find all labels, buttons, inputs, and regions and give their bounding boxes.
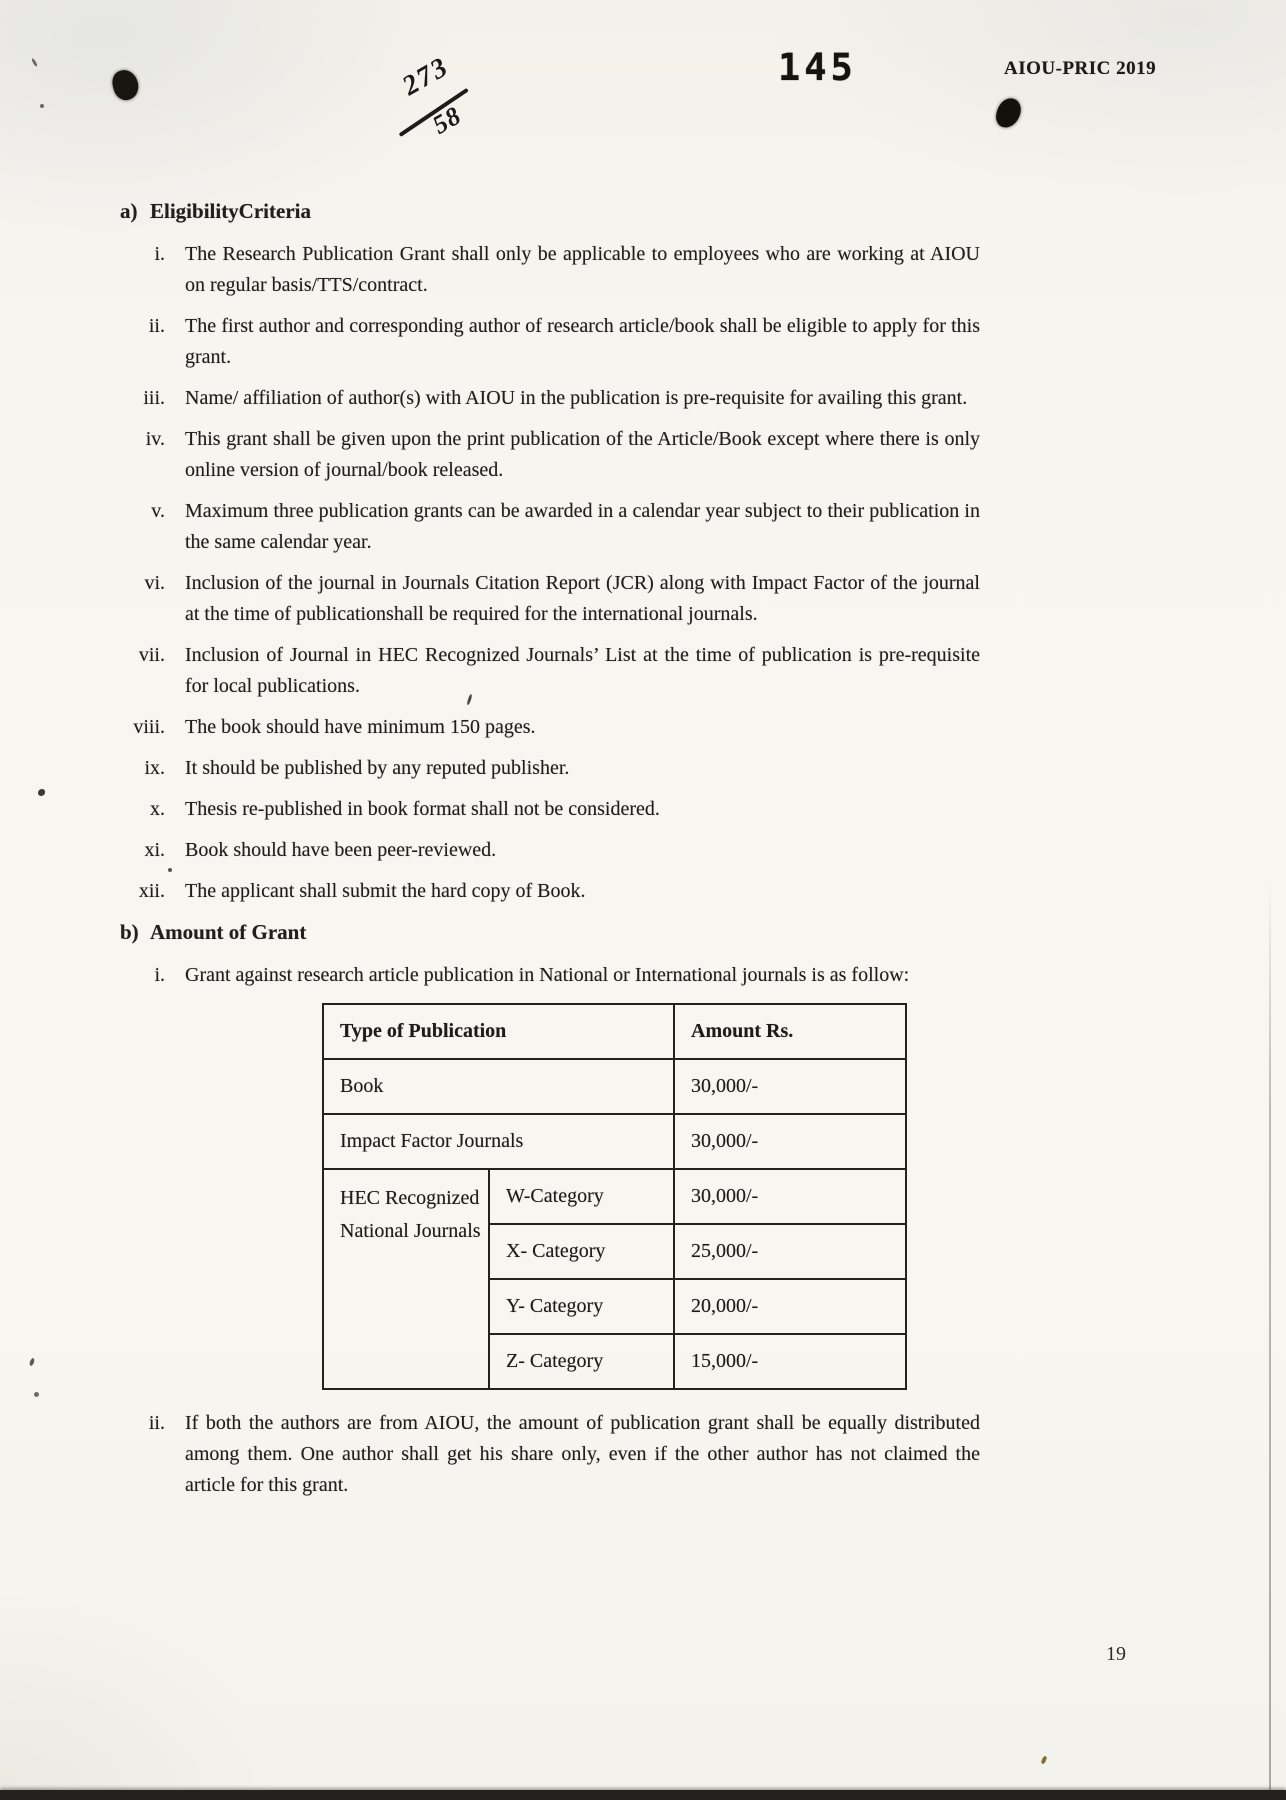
item-number: xii. <box>138 880 165 902</box>
item-number: iii. <box>143 387 165 409</box>
table-row <box>323 1059 906 1114</box>
handwritten-numerator: 273 <box>397 51 455 102</box>
item-text: It should be published by any reputed publisher. <box>185 757 570 779</box>
list-item <box>120 1408 1000 1501</box>
list-item <box>120 794 1000 825</box>
item-text: Inclusion of the journal in Journals Citation Report (JCR) along with Impact Factor of the journal at the time of publicationshall be required for the international journals. <box>185 572 980 625</box>
margin-pen-mark <box>31 58 38 67</box>
item-text: Thesis re-published in book format shall not be considered. <box>185 798 660 820</box>
item-number: viii. <box>133 716 165 738</box>
item-number: iv. <box>145 428 165 450</box>
grant-amount-table <box>322 1003 907 1390</box>
category-cell: Y- Category <box>489 1279 674 1334</box>
item-text: Grant against research article publication in National or International journals is as follow: <box>185 964 910 986</box>
item-number: ii. <box>148 315 165 337</box>
item-text: The book should have minimum 150 pages. <box>185 716 536 738</box>
scan-edge-line <box>1269 880 1271 1792</box>
item-number: xi. <box>144 839 165 861</box>
table-row <box>323 1169 906 1224</box>
list-item <box>120 311 1000 373</box>
item-text: The Research Publication Grant shall only be applicable to employees who are working at AIOU on regular basis/TTS/contract. <box>185 243 980 296</box>
publication-group-cell: HEC Recognized National Journals <box>323 1169 489 1389</box>
list-item <box>120 424 1000 486</box>
ink-speck <box>38 789 45 796</box>
item-number: ii. <box>148 1412 165 1434</box>
scan-edge-band <box>0 1790 1286 1800</box>
item-text: Maximum three publication grants can be awarded in a calendar year subject to their publication in the same calendar year. <box>185 500 980 553</box>
list-item <box>120 640 1000 702</box>
column-header-type: Type of Publication <box>323 1004 674 1059</box>
margin-pen-mark <box>40 104 44 108</box>
publication-type-cell: Book <box>323 1059 674 1114</box>
handwritten-denominator: 58 <box>427 100 467 140</box>
list-item <box>120 496 1000 558</box>
list-item <box>120 876 1000 907</box>
table-header-row <box>323 1004 906 1059</box>
item-text: Name/ affiliation of author(s) with AIOU in the publication is pre-requisite for availing this grant. <box>185 387 968 409</box>
punch-hole-artifact-left <box>110 67 142 102</box>
list-item <box>120 383 1000 414</box>
item-text: If both the authors are from AIOU, the amount of publication grant shall be equally distributed among them. One author shall get his share only, even if the other author has not claimed the article for this grant. <box>185 1412 980 1496</box>
item-number: i. <box>154 243 165 265</box>
category-cell: W-Category <box>489 1169 674 1224</box>
publication-type-cell: Impact Factor Journals <box>323 1114 674 1169</box>
handwritten-fraction <box>387 51 493 152</box>
item-text: This grant shall be given upon the print publication of the Article/Book except where there is only online version of journal/book released. <box>185 428 980 481</box>
list-item <box>120 753 1000 784</box>
item-number: vii. <box>138 644 165 666</box>
list-item <box>120 960 1000 991</box>
document-reference: AIOU-PRIC 2019 <box>1004 58 1157 79</box>
margin-pen-mark <box>34 1392 39 1397</box>
amount-cell: 30,000/- <box>674 1114 906 1169</box>
category-cell: X- Category <box>489 1224 674 1279</box>
punch-hole-artifact-right <box>993 95 1023 130</box>
page-stamp-number: 145 <box>778 46 857 89</box>
item-text: Book should have been peer-reviewed. <box>185 839 497 861</box>
page-number: 19 <box>1106 1643 1126 1665</box>
amount-cell: 20,000/- <box>674 1279 906 1334</box>
section-b-heading <box>120 917 1000 948</box>
amount-cell: 15,000/- <box>674 1334 906 1389</box>
ink-speck <box>1040 1756 1047 1765</box>
table-row <box>323 1114 906 1169</box>
item-text: The applicant shall submit the hard copy of Book. <box>185 880 586 902</box>
amount-cell: 25,000/- <box>674 1224 906 1279</box>
list-item <box>120 239 1000 301</box>
document-body <box>120 196 1000 1511</box>
item-number: i. <box>154 964 165 986</box>
list-item <box>120 712 1000 743</box>
list-item <box>120 835 1000 866</box>
item-number: vi. <box>144 572 165 594</box>
amount-cell: 30,000/- <box>674 1059 906 1114</box>
column-header-amount: Amount Rs. <box>674 1004 906 1059</box>
section-a-heading <box>120 196 1000 227</box>
section-a-title: EligibilityCriteria <box>150 199 311 223</box>
category-cell: Z- Category <box>489 1334 674 1389</box>
section-b-label: b) <box>120 920 139 944</box>
item-number: x. <box>150 798 165 820</box>
list-item <box>120 568 1000 630</box>
section-a-label: a) <box>120 199 138 223</box>
item-number: v. <box>151 500 165 522</box>
item-text: Inclusion of Journal in HEC Recognized Journals’ List at the time of publication is pre-requisite for local publications. <box>185 644 980 697</box>
section-b-title: Amount of Grant <box>150 920 307 944</box>
margin-pen-mark <box>29 1358 35 1367</box>
amount-cell: 30,000/- <box>674 1169 906 1224</box>
item-number: ix. <box>144 757 165 779</box>
item-text: The first author and corresponding author of research article/book shall be eligible to apply for this grant. <box>185 315 980 368</box>
